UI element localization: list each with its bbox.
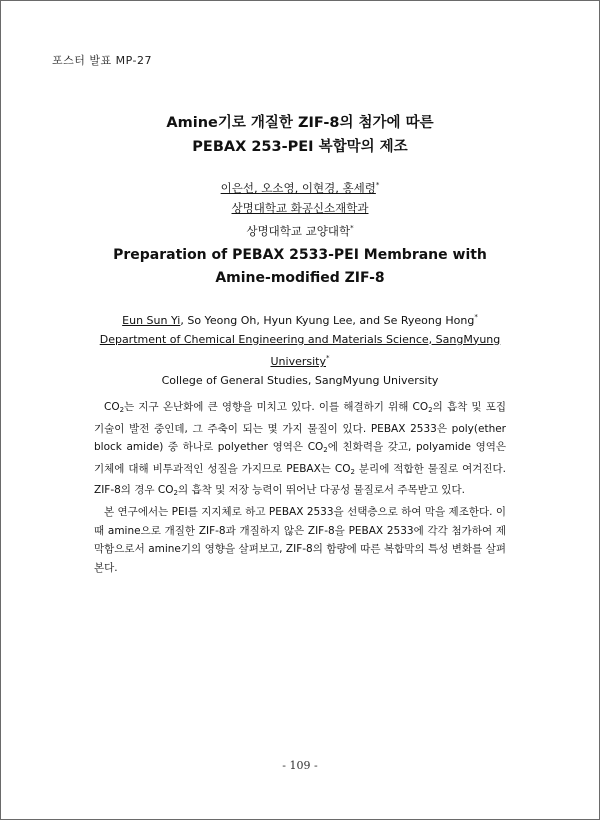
- korean-affiliation-1-text: 상명대학교 화공신소재학과: [231, 201, 369, 215]
- text-run: CO: [104, 401, 120, 413]
- text-run: 는 지구 온난화에 큰 영향을 미치고 있다. 이를 해결하기 위해 CO: [124, 401, 429, 413]
- corresponding-mark: *: [375, 181, 380, 189]
- other-authors: , So Yeong Oh, Hyun Kyung Lee, and Se Ryeong Hong: [180, 314, 475, 327]
- corresponding-mark: *: [474, 313, 478, 321]
- abstract-paragraph-2: 본 연구에서는 PEI를 지지체로 하고 PEBAX 2533을 선택층으로 하여 막을 제조한다. 이 때 amine으로 개질한 ZIF-8과 개질하지 않은 ZIF-8을 PEBAX 2533에 각각 첨가하여 제막함으로서 amine기의 영향을 살펴보고, ZIF-8의 함량에 따른 복합막의 특성 변화를 살펴본다.: [94, 505, 506, 574]
- english-title-line2: Amine-modified ZIF-8: [215, 270, 385, 286]
- first-author: Eun Sun Yi: [122, 314, 181, 327]
- subscript: 2: [173, 489, 178, 498]
- abstract-paragraph-1: [94, 398, 506, 503]
- korean-title-line2: PEBAX 253-PEI 복합막의 제조: [192, 139, 408, 155]
- text-run: 에 친화력을 갖고, polyamide 영역은 기체에 대해 비투과적인 성질을 가지므로 PEBAX는 CO: [94, 441, 506, 475]
- english-affiliation-1-line1: [0, 331, 600, 350]
- english-author-names: [0, 308, 600, 331]
- affiliation-mark: *: [350, 224, 354, 232]
- korean-title-line1: Amine기로 개질한 ZIF-8의 첨가에 따른: [166, 115, 434, 131]
- english-authors-block: [0, 308, 600, 390]
- subscript: 2: [323, 446, 328, 455]
- english-affiliation-1-line2: [0, 349, 600, 372]
- subscript: 2: [428, 406, 433, 414]
- subscript: 2: [350, 467, 355, 476]
- subscript: 2: [119, 406, 125, 414]
- korean-affiliation-1: [0, 198, 600, 218]
- korean-affiliation-2-text: 상명대학교 교양대학: [246, 224, 351, 238]
- english-affiliation-2: College of General Studies, SangMyung University: [161, 373, 439, 387]
- english-title: [0, 244, 600, 290]
- text-run: 분리에 적합한 물질로 여겨진다. ZIF-8의 경우 CO: [94, 462, 506, 497]
- session-label: 포스터 발표 MP-27: [52, 54, 152, 67]
- korean-affiliation-2: [0, 218, 600, 241]
- english-title-line1: Preparation of PEBAX 2533-PEI Membrane with: [113, 247, 487, 263]
- english-affiliation-1-text2: University: [270, 355, 326, 368]
- korean-author-names: [0, 175, 600, 198]
- abstract: [94, 398, 506, 577]
- korean-title: [0, 111, 600, 159]
- affiliation-mark: *: [326, 354, 330, 362]
- page-number: - 109 -: [282, 759, 318, 772]
- english-affiliation-1-text: Department of Chemical Engineering and Materials Science, SangMyung: [99, 332, 501, 346]
- text-run: 의 흡착 및 저장 능력이 뛰어난 다공성 물질로서 주목받고 있다.: [177, 484, 465, 497]
- korean-author-list: 이은선, 오소영, 이현경, 홍세령: [220, 181, 376, 195]
- korean-authors-block: [0, 175, 600, 241]
- text-run: 의 흡착 및 포집 기술이 발전 중인데, 그 주축이 되는 몇 가지 물질이 있다. PEBAX 2533은 poly(ether block amide) 중 하나로 polyether 영역은 CO: [94, 401, 506, 454]
